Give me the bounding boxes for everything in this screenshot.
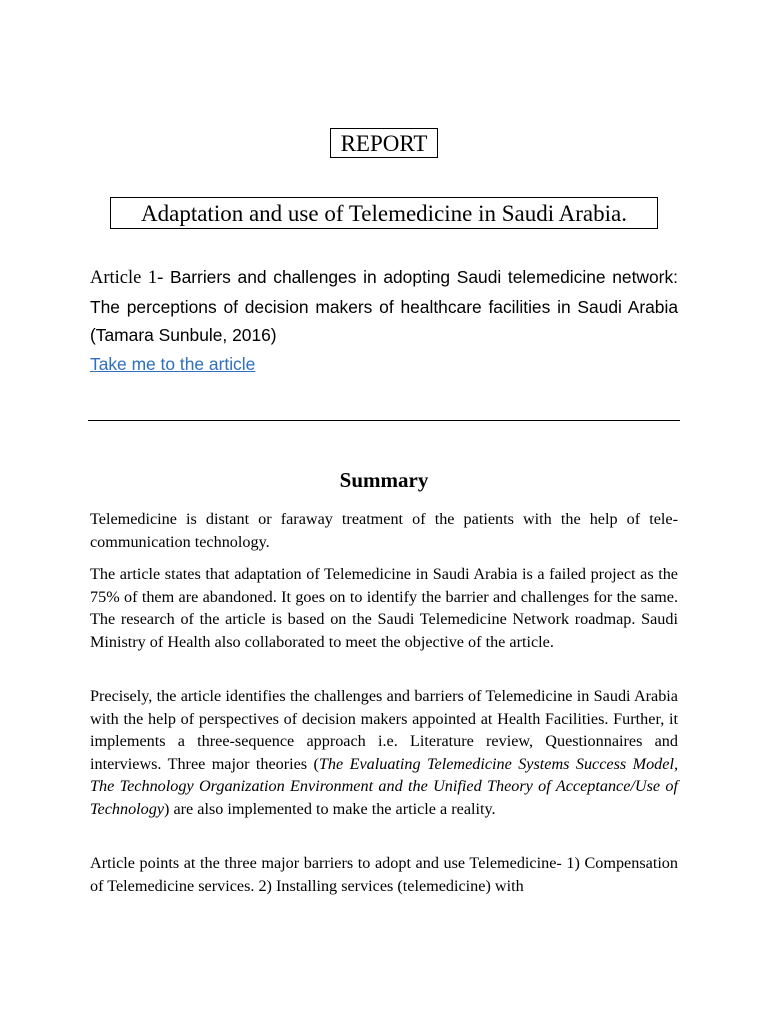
article-heading (90, 263, 678, 350)
article-link[interactable]: Take me to the article (90, 354, 256, 374)
paragraph-3-text-end: ) are also implemented to make the article a reality. (164, 799, 496, 818)
paragraph-3-text-start: Precisely, the article identifies the challenges and barriers of Telemedicine in Saudi Arabia with the help of perspectives of decision makers appointed at Health Facilities. Further, it implements a three-sequence approach i.e. Literature review, Questionnaires and interviews. Three major theories ( (90, 687, 678, 773)
summary-heading: Summary (339, 468, 429, 492)
article-title: Barriers and challenges in adopting Saudi telemedicine network: The perceptions of decision makers of healthcare facilities in Saudi Arabia (Tamara Sunbule, 2016) (90, 267, 678, 345)
summary-paragraph-2: The article states that adaptation of Telemedicine in Saudi Arabia is a failed project as the 75% of them are abandoned. It goes on to identify the barrier and challenges for the same. The research of the article is based on the Saudi Telemedicine Network roadmap. Saudi Ministry of Health also collaborated to meet the objective of the article. (90, 565, 678, 651)
summary-paragraph-4: Article points at the three major barriers to adopt and use Telemedicine- 1) Compensation of Telemedicine services. 2) Installing services (telemedicine) with (90, 854, 678, 895)
report-title: REPORT (330, 128, 438, 158)
section-divider (88, 420, 680, 421)
article-label: Article 1- (90, 268, 164, 288)
main-title: Adaptation and use of Telemedicine in Saudi Arabia. (110, 197, 658, 229)
summary-paragraph-1: Telemedicine is distant or faraway treatment of the patients with the help of tele-communication technology. (90, 510, 678, 551)
summary-paragraph-3 (90, 685, 678, 820)
theories-list: The Evaluating Telemedicine Systems Success Model, The Technology Organization Environment and the Unified Theory of Acceptance/Use of Technology (90, 754, 678, 818)
